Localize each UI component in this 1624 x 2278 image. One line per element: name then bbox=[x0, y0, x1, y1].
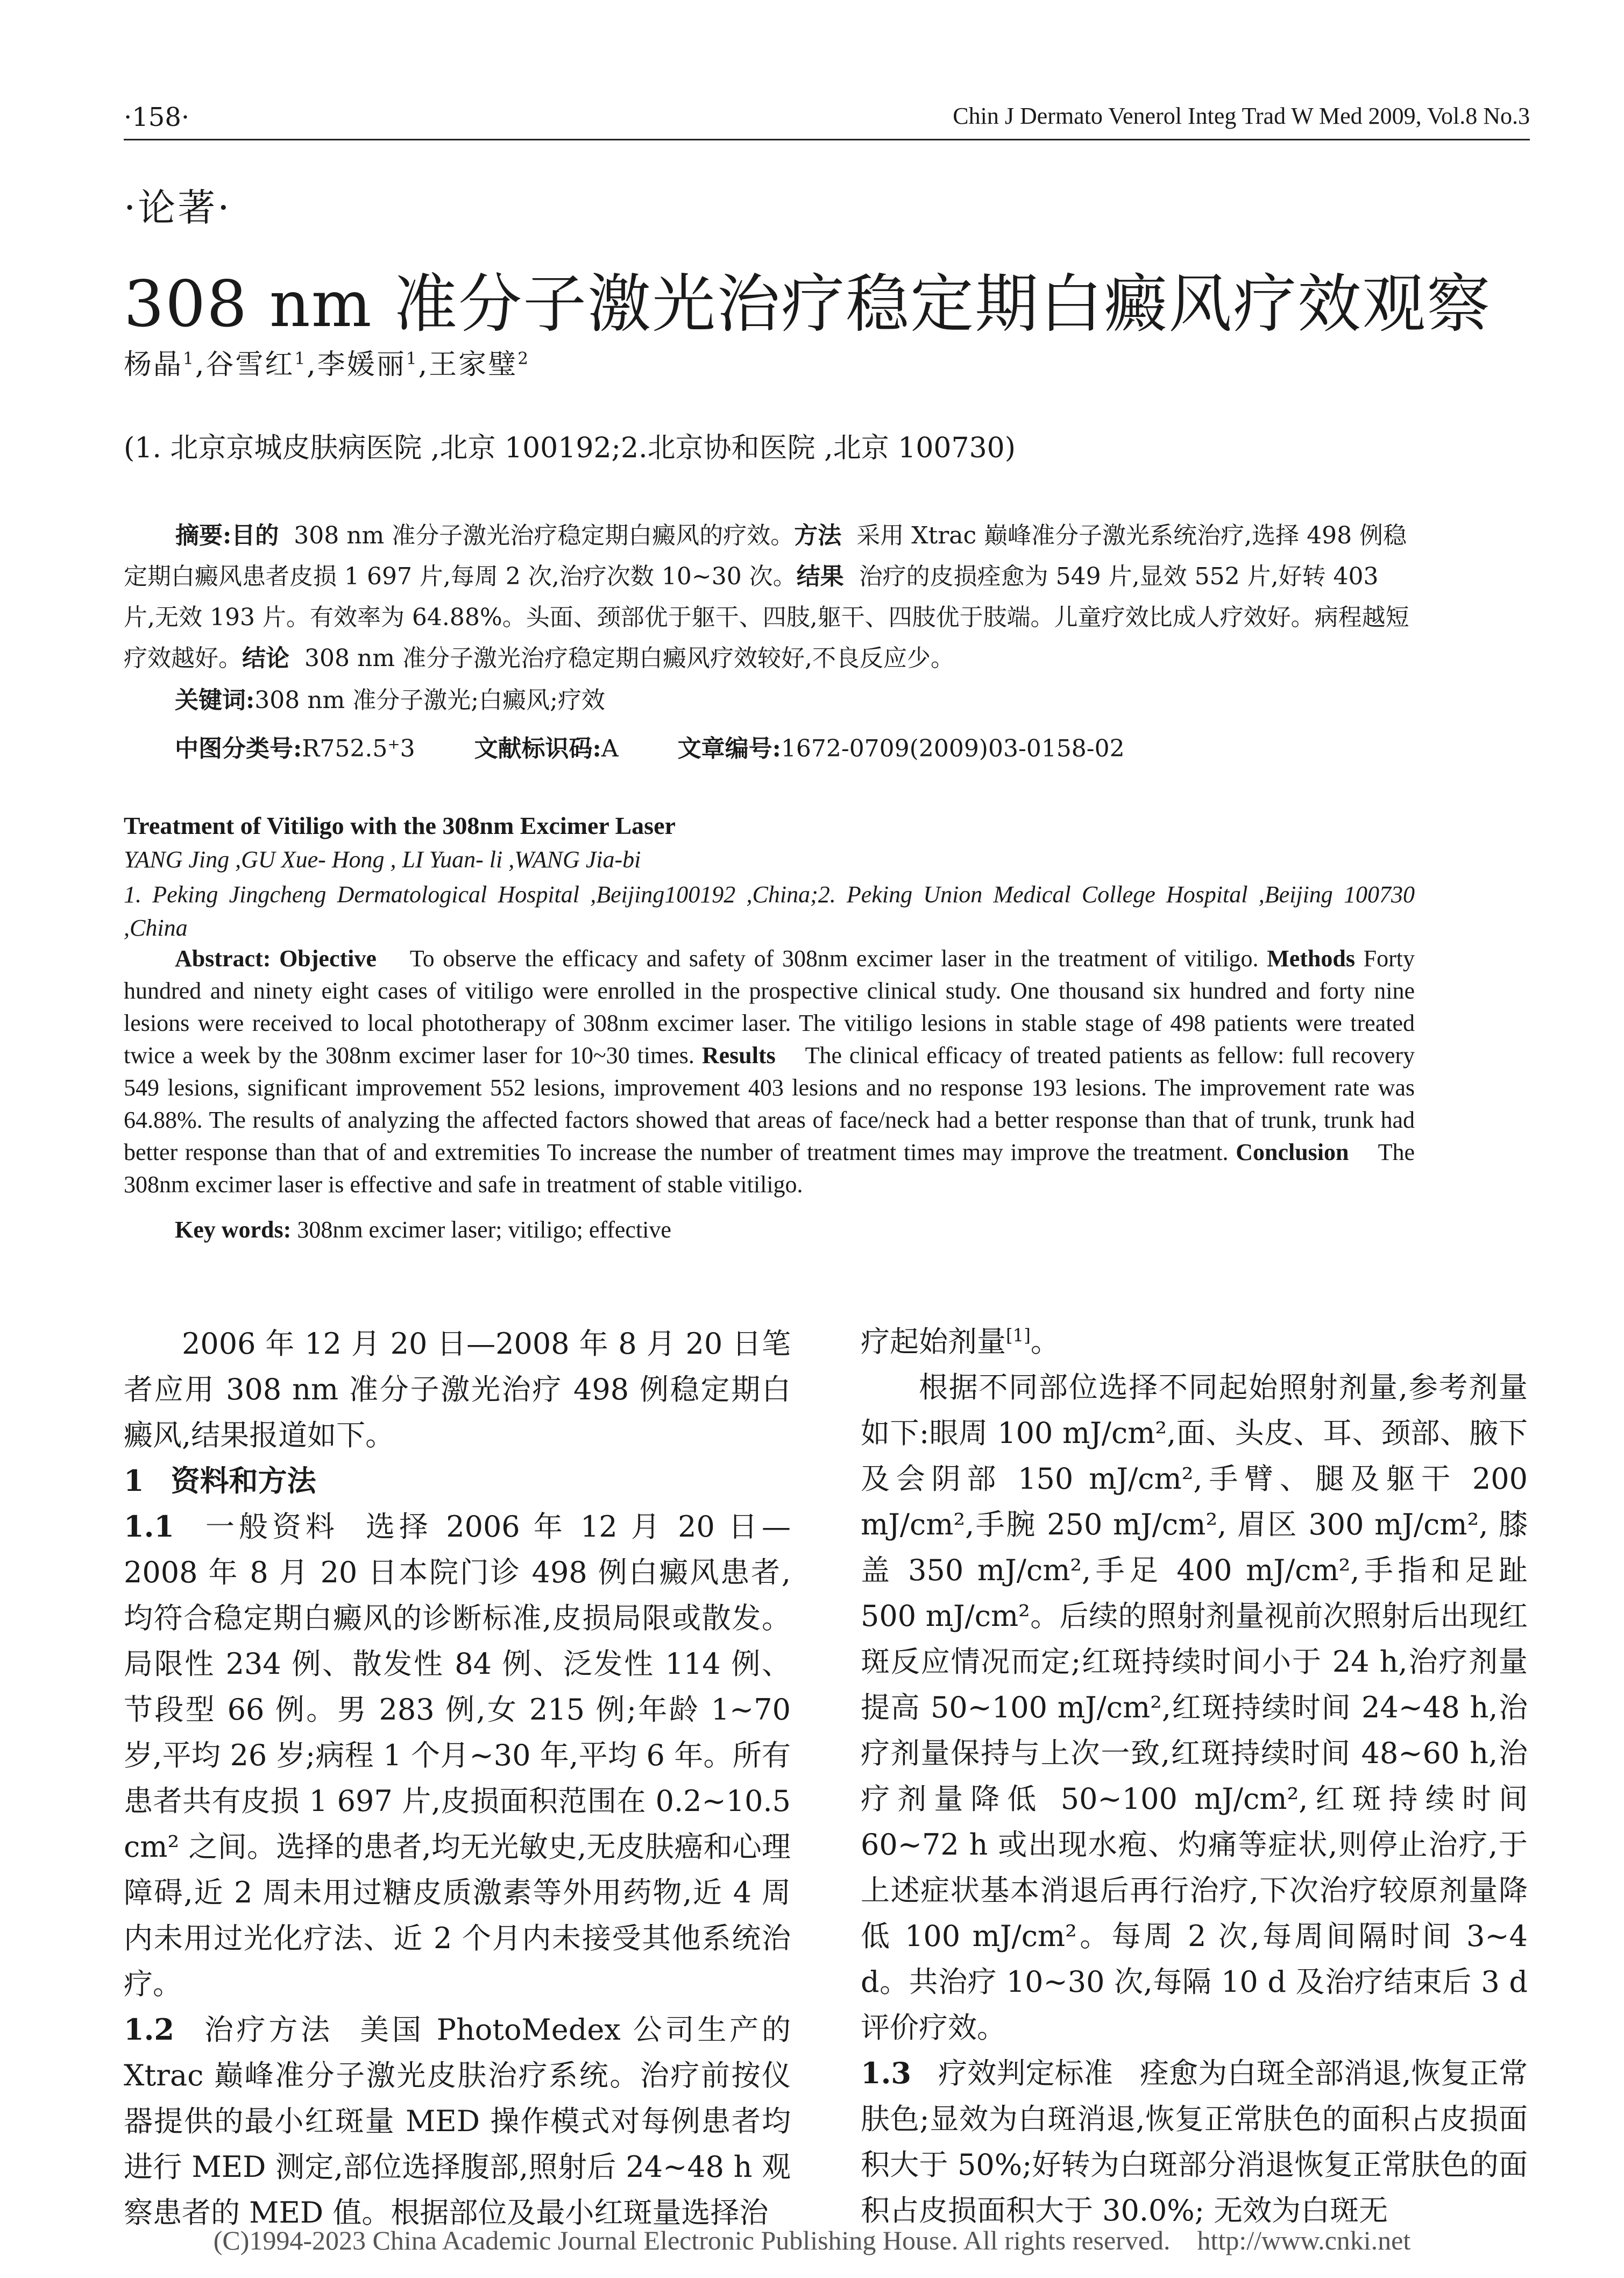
keywords-cn bbox=[175, 681, 605, 715]
author-name: 谷雪红 bbox=[205, 349, 295, 381]
objective-text: 308 nm 准分子激光治疗稳定期白癜风的疗效。 bbox=[294, 522, 795, 549]
doc-value: A bbox=[601, 735, 619, 762]
en-keywords-label: Key words: bbox=[175, 1216, 292, 1243]
keywords-text: 308 nm 准分子激光;白癜风;疗效 bbox=[254, 687, 605, 714]
continued-text: 疗起始剂量 bbox=[861, 1325, 1006, 1359]
en-results-text: The clinical efficacy of treated patients as fellow: full recovery 549 lesions, significant improvement 552 lesions, improvement 403 lesions and no response 193 lesions. The improvement rate was 64.88%. The results of analyzing the affected factors showed that areas of face/neck had a better response than that of trunk, trunk had better response than that of and extremities To increase the number of treatment times may improve the treatment. bbox=[124, 1042, 1415, 1165]
doc-label: 文献标识码: bbox=[474, 735, 601, 762]
conclusion-text: 308 nm 准分子激光治疗稳定期白癜风疗效较好,不良反应少。 bbox=[304, 645, 954, 672]
subsection-1-1 bbox=[124, 1504, 791, 2007]
section-heading bbox=[124, 1458, 791, 1504]
citation-ref[interactable]: [1] bbox=[1006, 1325, 1031, 1346]
english-authors: YANG Jing ,GU Xue- Hong , LI Yuan- li ,WANG Jia-bi bbox=[124, 846, 641, 873]
english-abstract bbox=[124, 943, 1415, 1201]
intro-paragraph: 2006 年 12 月 20 日—2008 年 8 月 20 日笔者应用 308 nm 准分子激光治疗 498 例稳定期白癜风,结果报道如下。 bbox=[124, 1327, 791, 1452]
objective-label: 目的 bbox=[231, 522, 279, 549]
author-name: 王家璧 bbox=[429, 349, 518, 381]
subsection-text: 痊愈为白斑全部消退,恢复正常肤色;显效为白斑消退,恢复正常肤色的面积占皮损面积大于 50%;好转为白斑部分消退恢复正常肤色的面积占皮损面积大于 30.0%; 无效为白斑无 bbox=[861, 2056, 1528, 2227]
en-objective-text: To observe the efficacy and safety of 308nm excimer laser in the treatment of vitiligo. bbox=[409, 945, 1259, 972]
subsection-title: 一般资料 bbox=[201, 1510, 339, 1544]
clc-number bbox=[175, 729, 415, 763]
subsection-1-3 bbox=[861, 2050, 1528, 2233]
section-number: 1 bbox=[124, 1463, 144, 1498]
body-column-right bbox=[861, 1313, 1528, 2233]
subsection-number: 1.3 bbox=[861, 2056, 911, 2090]
subsection-number: 1.2 bbox=[124, 2012, 174, 2047]
copyright-footer: (C)1994-2023 China Academic Journal Electronic Publishing House. All rights reserved. http://www.cnki.net bbox=[213, 2225, 1411, 2255]
en-objective-label: Objective bbox=[279, 945, 377, 972]
article-label: 文章编号: bbox=[677, 735, 781, 762]
subsection-title: 治疗方法 bbox=[201, 2013, 334, 2047]
journal-citation: Chin J Dermato Venerol Integ Trad W Med 2009, Vol.8 No.3 bbox=[953, 103, 1530, 129]
section-tag: ·论著· bbox=[124, 186, 232, 230]
affiliation: (1. 北京京城皮肤病医院 ,北京 100192;2.北京协和医院 ,北京 100730) bbox=[124, 432, 1016, 464]
author-affil-mark: 1 bbox=[294, 349, 307, 369]
en-results-label: Results bbox=[701, 1042, 776, 1069]
body-column-left bbox=[124, 1321, 791, 2235]
subsection-title: 疗效判定标准 bbox=[938, 2056, 1113, 2090]
results-text: 治疗的皮损痊愈为 549 片,显效 552 片,好转 403 片,无效 193 片。有效率为 64.88%。头面、颈部优于躯干、四肢,躯干、四肢优于肢端。儿童疗效比成人疗效好。病程越短疗效越好。 bbox=[124, 563, 1409, 672]
page-number: ·158· bbox=[124, 102, 190, 132]
author-name: 李媛丽 bbox=[317, 349, 406, 381]
en-keywords-text: 308nm excimer laser; vitiligo; effective bbox=[297, 1216, 671, 1243]
dose-paragraph: 根据不同部位选择不同起始照射剂量,参考剂量如下:眼周 100 mJ/cm²,面、头皮、耳、颈部、腋下及会阴部 150 mJ/cm²,手臂、腿及躯干 200 mJ/cm²,手腕 250 mJ/cm², 眉区 300 mJ/cm², 膝盖 350 mJ/cm²,手足 400 mJ/cm²,手指和足趾 500 mJ/cm²。后续的照射剂量视前次照射后出现红斑反应情况而定;红斑持续时间小于 24 h,治疗剂量提高 50~100 mJ/cm²,红斑持续时间 24~48 h,治疗剂量保持与上次一致,红斑持续时间 48~60 h,治疗剂量降低 50~100 mJ/cm²,红斑持续时间 60~72 h 或出现水疱、灼痛等症状,则停止治疗,于上述症状基本消退后再行治疗,下次治疗较原剂量降低 100 mJ/cm²。每周 2 次,每周间隔时间 3~4 d。共治疗 10~30 次,每隔 10 d 及治疗结束后 3 d 评价疗效。 bbox=[861, 1370, 1528, 2044]
english-title: Treatment of Vitiligo with the 308nm Excimer Laser bbox=[124, 812, 676, 839]
author-list: 杨晶$^1$,谷雪红$^1$,李媛丽$^1$,王家璧$^2$ bbox=[124, 349, 530, 381]
en-conclusion-text: The 308nm excimer laser is effective and safe in treatment of stable vitiligo. bbox=[124, 1139, 1415, 1198]
clc-label: 中图分类号: bbox=[175, 735, 302, 762]
conclusion-label: 结论 bbox=[242, 645, 289, 672]
subsection-1-2 bbox=[124, 2007, 791, 2235]
continued-paragraph bbox=[861, 1313, 1528, 1364]
author-name: 杨晶 bbox=[124, 349, 183, 381]
en-methods-label: Methods bbox=[1267, 945, 1355, 972]
english-keywords bbox=[175, 1216, 671, 1243]
article-value: 1672-0709(2009)03-0158-02 bbox=[781, 735, 1125, 762]
methods-text: 采用 Xtrac 巅峰准分子激光系统治疗,选择 498 例稳定期白癜风患者皮损 1 697 片,每周 2 次,治疗次数 10~30 次。 bbox=[124, 522, 1407, 590]
results-label: 结果 bbox=[796, 563, 844, 590]
methods-label: 方法 bbox=[794, 522, 842, 549]
keywords-label: 关键词: bbox=[175, 687, 255, 714]
article-number bbox=[678, 729, 1125, 763]
author-affil-mark: 2 bbox=[517, 349, 530, 369]
author-affil-mark: 1 bbox=[183, 349, 195, 369]
author-affil-mark: 1 bbox=[406, 349, 419, 369]
clc-value: R752.5⁺3 bbox=[302, 735, 415, 762]
header-rule bbox=[124, 139, 1530, 140]
english-affiliation: 1. Peking Jingcheng Dermatological Hospital ,Beijing100192 ,China;2. Peking Union Medical College Hospital ,Beijing 100730 ,China bbox=[124, 881, 1415, 941]
en-methods-text: Forty hundred and ninety eight cases of vitiligo were enrolled in the prospective clinical study. One thousand six hundred and forty nine lesions were received to local phototherapy of 308nm excimer laser. The vitiligo lesions in stable stage of 498 patients were treated twice a week by the 308nm excimer laser for 10~30 times. bbox=[124, 945, 1415, 1069]
section-title: 资料和方法 bbox=[171, 1463, 316, 1498]
en-abstract-label: Abstract: bbox=[175, 945, 271, 972]
article-title: 308 nm 准分子激光治疗稳定期白癜风疗效观察 bbox=[124, 267, 1492, 341]
subsection-text: 美国 PhotoMedex 公司生产的 Xtrac 巅峰准分子激光皮肤治疗系统。治疗前按仪器提供的最小红斑量 MED 操作模式对每例患者均进行 MED 测定,部位选择腹部,照射后 24~48 h 观察患者的 MED 值。根据部位及最小红斑量选择治 bbox=[124, 2013, 791, 2230]
doc-code bbox=[474, 729, 619, 763]
subsection-number: 1.1 bbox=[124, 1509, 174, 1544]
en-conclusion-label: Conclusion bbox=[1236, 1139, 1349, 1165]
subsection-text: 选择 2006 年 12 月 20 日—2008 年 8 月 20 日本院门诊 498 例白癜风患者, 均符合稳定期白癜风的诊断标准,皮损局限或散发。局限性 234 例、散发性 84 例、泛发性 114 例、节段型 66 例。男 283 例,女 215 例;年龄 1~70 岁,平均 26 岁;病程 1 个月~30 年,平均 6 年。所有患者共有皮损 1 697 片,皮损面积范围在 0.2~10.5 cm² 之间。选择的患者,均无光敏史,无皮肤癌和心理障碍,近 2 周未用过糖皮质激素等外用药物,近 4 周内未用过光化疗法、近 2 个月内未接受其他系统治疗。 bbox=[124, 1510, 791, 2001]
continued-end: 。 bbox=[1030, 1325, 1060, 1359]
abstract-label: 摘要: bbox=[175, 522, 232, 549]
classification-line bbox=[175, 729, 1466, 763]
abstract-cn bbox=[124, 515, 1415, 679]
